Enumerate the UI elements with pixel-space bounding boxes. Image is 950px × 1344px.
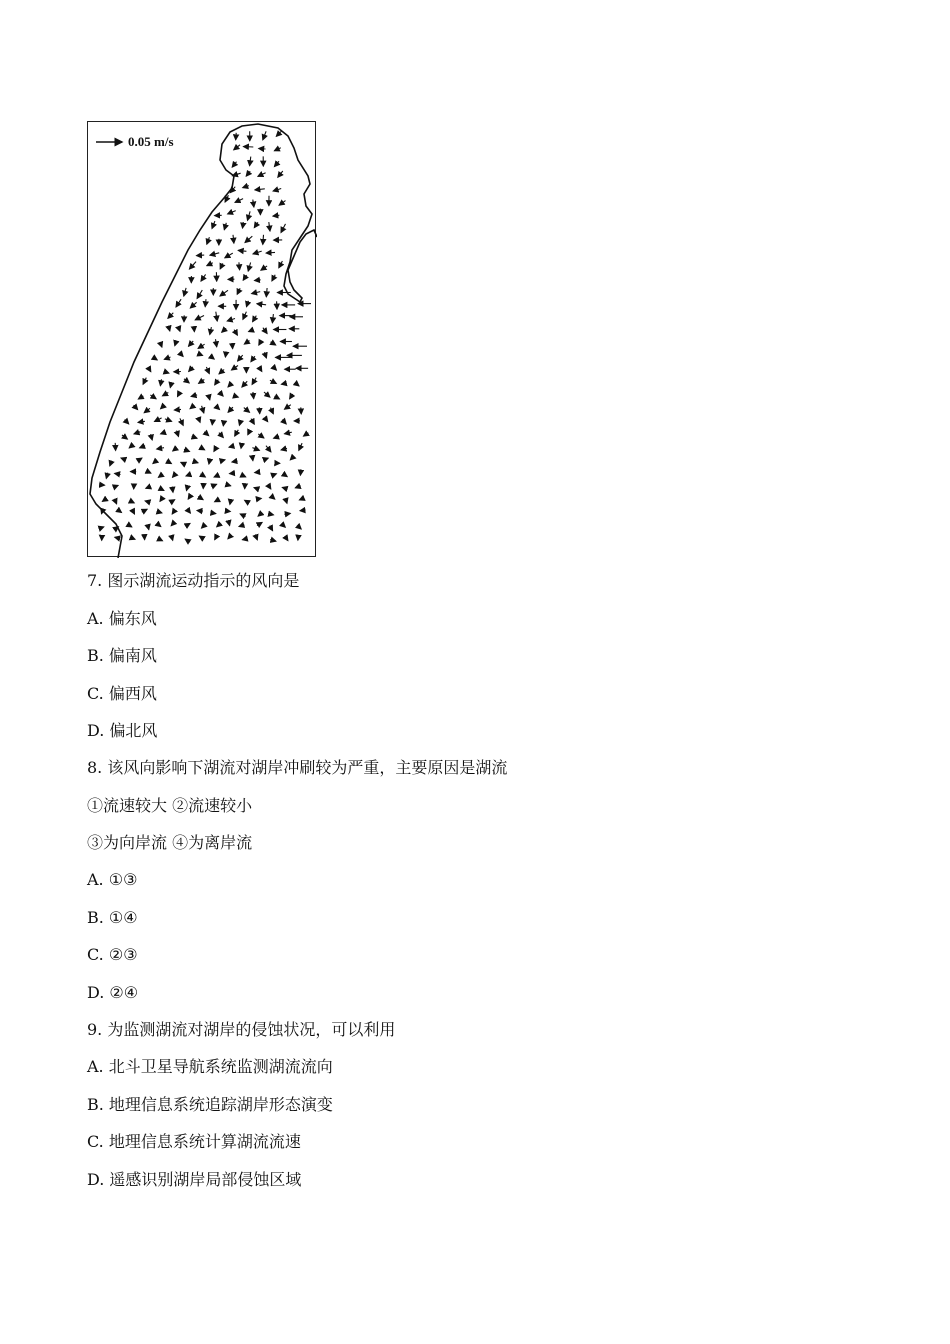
current-vector bbox=[222, 328, 226, 332]
current-vector bbox=[181, 462, 184, 463]
current-vector bbox=[184, 379, 189, 383]
current-vector bbox=[246, 171, 250, 176]
current-vector bbox=[199, 536, 203, 538]
current-vector bbox=[201, 448, 205, 450]
current-vector bbox=[255, 472, 260, 473]
current-vector bbox=[134, 405, 138, 410]
current-vector bbox=[201, 274, 206, 281]
current-vector bbox=[160, 497, 163, 501]
current-vector bbox=[164, 357, 170, 359]
current-vector bbox=[211, 484, 216, 486]
current-vector bbox=[248, 211, 251, 220]
question-7-option-a: A. 偏东风 bbox=[87, 609, 157, 628]
current-vector bbox=[101, 527, 104, 528]
current-vector bbox=[239, 421, 240, 426]
current-vector bbox=[273, 366, 277, 370]
current-vector bbox=[176, 299, 181, 307]
current-vector bbox=[272, 314, 273, 323]
current-vector bbox=[219, 392, 223, 396]
current-vector bbox=[279, 201, 285, 206]
current-vector bbox=[239, 525, 244, 527]
current-vector bbox=[172, 536, 173, 540]
current-vector bbox=[197, 290, 202, 298]
lake-current-svg bbox=[88, 122, 317, 558]
current-vector bbox=[212, 221, 215, 228]
current-vector bbox=[207, 263, 213, 266]
current-vectors bbox=[101, 131, 311, 542]
current-vector bbox=[251, 356, 255, 362]
current-vector bbox=[245, 500, 248, 502]
current-vector bbox=[282, 420, 286, 424]
current-vector bbox=[258, 173, 266, 177]
current-vector bbox=[233, 235, 234, 243]
current-vector bbox=[299, 443, 302, 450]
current-vector bbox=[220, 263, 223, 269]
current-vector bbox=[290, 457, 293, 460]
current-vector bbox=[232, 366, 239, 371]
current-vector bbox=[227, 319, 235, 322]
current-vector bbox=[206, 367, 209, 374]
current-vector bbox=[216, 312, 217, 321]
current-vector bbox=[272, 275, 275, 281]
current-vector bbox=[225, 253, 233, 258]
current-vector bbox=[242, 381, 247, 387]
current-vector bbox=[226, 484, 231, 486]
current-vector bbox=[270, 514, 273, 515]
current-vector bbox=[146, 487, 151, 489]
current-vector bbox=[177, 431, 179, 437]
current-vector bbox=[225, 353, 226, 357]
current-vector bbox=[115, 499, 117, 504]
current-vector bbox=[266, 252, 275, 253]
question-8-statements-1: ①流速较大 ②流速较小 bbox=[87, 796, 253, 815]
current-vector bbox=[274, 161, 279, 166]
current-vector bbox=[129, 445, 133, 448]
current-vector bbox=[223, 421, 224, 426]
current-vector bbox=[245, 236, 252, 242]
current-vector bbox=[247, 301, 249, 307]
current-vector bbox=[197, 255, 205, 256]
current-vector bbox=[256, 498, 261, 499]
current-vector bbox=[161, 432, 166, 434]
current-vector bbox=[270, 526, 273, 531]
current-vector bbox=[228, 536, 231, 539]
current-vector bbox=[217, 524, 220, 527]
current-vector bbox=[168, 313, 173, 319]
current-vector bbox=[142, 509, 147, 512]
current-vector bbox=[210, 327, 212, 334]
current-vector bbox=[197, 511, 203, 512]
current-vector bbox=[221, 460, 225, 461]
current-vector bbox=[133, 511, 134, 514]
question-9-option-a: A. 北斗卫星导航系统监测湖流流向 bbox=[87, 1057, 333, 1076]
current-vector bbox=[304, 433, 309, 436]
question-8-option-d: D. ②④ bbox=[87, 983, 139, 1002]
current-vector bbox=[229, 446, 233, 447]
current-vector bbox=[187, 509, 190, 513]
current-vector bbox=[157, 524, 161, 527]
current-vector bbox=[263, 458, 268, 460]
current-vector bbox=[210, 253, 219, 255]
current-vector bbox=[271, 342, 276, 345]
current-vector bbox=[269, 222, 270, 231]
current-vector bbox=[235, 199, 243, 203]
current-vector bbox=[188, 496, 190, 499]
question-9-option-d: D. 遥感识别湖岸局部侵蚀区域 bbox=[87, 1170, 302, 1189]
current-vector bbox=[213, 513, 216, 514]
current-vector bbox=[173, 473, 176, 477]
current-vector bbox=[248, 263, 250, 272]
current-vector bbox=[215, 380, 219, 385]
current-vector bbox=[192, 436, 197, 438]
current-vector bbox=[138, 396, 143, 399]
current-vector bbox=[281, 448, 287, 450]
current-vector bbox=[119, 511, 122, 513]
current-vector bbox=[174, 409, 181, 410]
question-8-statements-2: ③为向岸流 ④为离岸流 bbox=[87, 833, 253, 852]
current-vector bbox=[219, 433, 223, 438]
current-vector bbox=[244, 341, 249, 345]
current-vector bbox=[282, 524, 286, 527]
current-vector bbox=[140, 446, 146, 448]
current-vector bbox=[230, 473, 235, 474]
current-vector bbox=[227, 511, 231, 512]
current-vector bbox=[210, 356, 214, 359]
question-8-stem: 8. 该风向影响下湖流对湖岸冲刷较为严重，主要原因是湖流 bbox=[87, 758, 508, 777]
question-7-stem: 7. 图示湖流运动指示的风向是 bbox=[87, 571, 300, 590]
current-vector bbox=[121, 458, 125, 459]
current-vector bbox=[106, 473, 108, 479]
current-vector bbox=[252, 292, 261, 294]
current-vector bbox=[299, 498, 304, 500]
current-vector bbox=[274, 436, 279, 438]
current-vector bbox=[255, 534, 257, 539]
current-vector bbox=[265, 418, 268, 422]
current-vector bbox=[259, 367, 262, 371]
current-vector bbox=[255, 189, 265, 190]
current-vector bbox=[236, 133, 237, 140]
current-vector bbox=[170, 500, 175, 503]
current-vector bbox=[198, 497, 203, 500]
current-vector bbox=[199, 380, 205, 384]
current-vector bbox=[252, 457, 253, 461]
current-vector bbox=[185, 523, 190, 526]
current-vector bbox=[215, 499, 219, 501]
current-vector bbox=[172, 487, 173, 493]
current-vector bbox=[243, 275, 246, 280]
current-vector bbox=[138, 421, 145, 422]
current-vector bbox=[209, 458, 210, 464]
current-vector bbox=[261, 266, 267, 270]
current-vector bbox=[207, 237, 210, 244]
current-vector bbox=[248, 431, 250, 435]
current-vector bbox=[250, 157, 251, 166]
current-vector bbox=[198, 344, 205, 348]
scale-label: 0.05 m/s bbox=[128, 134, 174, 149]
current-vector bbox=[237, 288, 240, 294]
current-vector bbox=[204, 432, 208, 436]
current-vector bbox=[219, 370, 224, 374]
current-vector bbox=[273, 215, 280, 216]
current-vector bbox=[214, 475, 218, 477]
current-vector bbox=[234, 145, 240, 150]
current-vector bbox=[241, 444, 242, 448]
current-vector bbox=[159, 488, 164, 490]
current-vector bbox=[254, 488, 259, 490]
question-9-stem: 9. 为监测湖流对湖岸的侵蚀状况，可以利用 bbox=[87, 1020, 396, 1039]
current-vector bbox=[257, 522, 262, 525]
current-vector bbox=[216, 406, 219, 409]
current-vector bbox=[234, 396, 239, 398]
current-vector bbox=[171, 522, 175, 526]
current-vector bbox=[253, 316, 257, 322]
question-7-option-d: D. 偏北风 bbox=[87, 721, 158, 740]
current-vector bbox=[195, 316, 204, 320]
current-vector bbox=[299, 527, 301, 529]
current-vector bbox=[209, 395, 210, 400]
current-vector bbox=[264, 352, 266, 358]
current-vector bbox=[163, 393, 169, 396]
current-vector bbox=[115, 473, 121, 474]
current-vector bbox=[189, 367, 193, 372]
current-vector bbox=[189, 262, 196, 270]
current-vector bbox=[198, 418, 200, 423]
current-vector bbox=[296, 383, 300, 386]
current-vector bbox=[151, 434, 153, 440]
current-vector bbox=[266, 288, 267, 297]
current-vector bbox=[251, 419, 254, 425]
current-vector bbox=[143, 378, 146, 385]
current-vector bbox=[147, 471, 151, 473]
current-vector bbox=[201, 474, 206, 477]
current-vector bbox=[167, 461, 172, 464]
current-vector bbox=[191, 395, 197, 397]
current-vector bbox=[139, 458, 142, 460]
current-vector bbox=[184, 449, 190, 451]
current-vector bbox=[224, 223, 226, 230]
current-vector bbox=[202, 406, 204, 413]
current-vector bbox=[185, 539, 190, 542]
current-vector bbox=[175, 342, 176, 346]
current-vector bbox=[115, 537, 119, 538]
current-vector bbox=[129, 525, 132, 527]
current-vector bbox=[244, 408, 250, 413]
current-vector bbox=[150, 395, 156, 399]
current-vector bbox=[180, 353, 184, 357]
current-vector bbox=[172, 510, 175, 514]
current-vector bbox=[266, 446, 271, 452]
current-vector bbox=[284, 513, 290, 514]
current-vector bbox=[238, 355, 243, 361]
current-vector bbox=[263, 235, 264, 245]
current-vector bbox=[229, 523, 230, 526]
current-vector bbox=[170, 383, 171, 388]
current-vector bbox=[153, 358, 157, 360]
current-vector bbox=[144, 408, 150, 412]
lake-current-map bbox=[87, 121, 316, 557]
current-vector bbox=[102, 498, 106, 501]
current-vector bbox=[278, 171, 283, 177]
current-vector bbox=[158, 512, 162, 513]
current-vector bbox=[228, 407, 233, 412]
current-vector bbox=[173, 448, 177, 451]
current-vector bbox=[160, 379, 161, 385]
current-vector bbox=[270, 380, 276, 383]
current-vector bbox=[242, 475, 246, 477]
current-vector bbox=[281, 383, 285, 384]
current-vector bbox=[300, 469, 301, 475]
current-vector bbox=[194, 326, 195, 331]
current-vector bbox=[178, 393, 180, 397]
current-vector bbox=[148, 525, 149, 530]
question-7-option-b: B. 偏南风 bbox=[87, 646, 157, 665]
current-vector bbox=[253, 251, 262, 254]
current-vector bbox=[232, 162, 236, 167]
current-vector bbox=[230, 500, 231, 505]
current-vector bbox=[220, 290, 228, 296]
current-vector bbox=[281, 224, 286, 233]
question-8-option-c: C. ②③ bbox=[87, 945, 138, 964]
current-vector bbox=[290, 394, 293, 399]
current-vector bbox=[263, 131, 266, 140]
current-vector bbox=[264, 392, 270, 397]
current-vector bbox=[228, 383, 232, 387]
current-vector bbox=[125, 420, 129, 424]
current-vector bbox=[235, 430, 239, 436]
current-vector bbox=[274, 148, 280, 151]
current-vector bbox=[282, 487, 286, 488]
current-vector bbox=[272, 497, 274, 499]
current-vector bbox=[258, 514, 260, 516]
current-vector bbox=[252, 448, 259, 451]
question-8-option-b: B. ①④ bbox=[87, 908, 138, 927]
current-vector bbox=[232, 461, 238, 462]
current-vector bbox=[187, 486, 188, 491]
current-vector bbox=[243, 147, 253, 148]
current-vector bbox=[275, 396, 280, 399]
current-vector bbox=[169, 327, 170, 331]
current-vector bbox=[255, 280, 261, 281]
current-vector bbox=[286, 500, 287, 503]
current-vector bbox=[257, 304, 266, 305]
current-vector bbox=[298, 536, 299, 541]
current-vector bbox=[216, 339, 217, 347]
current-vector bbox=[254, 222, 258, 227]
current-vector bbox=[189, 341, 194, 346]
current-vector bbox=[228, 211, 236, 214]
current-vector bbox=[202, 525, 205, 528]
current-vector bbox=[110, 461, 112, 466]
question-8-option-a: A. ①③ bbox=[87, 870, 138, 889]
current-vector bbox=[232, 173, 240, 176]
current-vector bbox=[153, 461, 156, 464]
current-vector bbox=[195, 462, 198, 463]
question-9-option-b: B. 地理信息系统追踪湖岸形态演变 bbox=[87, 1095, 333, 1114]
current-vector bbox=[161, 405, 165, 409]
current-vector bbox=[285, 432, 292, 434]
current-vector bbox=[214, 447, 216, 451]
current-vector bbox=[240, 514, 245, 517]
current-vector bbox=[186, 475, 189, 476]
current-vector bbox=[239, 262, 240, 270]
current-vector bbox=[205, 299, 206, 307]
current-vector bbox=[268, 485, 271, 489]
current-vector bbox=[155, 418, 162, 422]
current-vector bbox=[276, 131, 281, 136]
current-vector bbox=[122, 435, 127, 439]
current-vector bbox=[180, 418, 183, 425]
current-vector bbox=[252, 378, 256, 385]
current-vector bbox=[258, 434, 264, 438]
current-vector bbox=[243, 186, 249, 188]
current-vector bbox=[190, 406, 193, 409]
current-vector bbox=[243, 222, 244, 228]
current-vector bbox=[263, 328, 267, 334]
current-vector bbox=[212, 420, 213, 425]
current-vector bbox=[273, 189, 281, 192]
current-vector bbox=[286, 537, 288, 541]
current-vector bbox=[158, 475, 162, 478]
current-vector bbox=[259, 341, 261, 345]
current-vector bbox=[130, 501, 134, 503]
current-vector bbox=[279, 261, 283, 268]
current-vector bbox=[184, 288, 186, 296]
question-9-option-c: C. 地理信息系统计算湖流流速 bbox=[87, 1132, 301, 1151]
current-vector bbox=[243, 312, 247, 320]
current-vector bbox=[253, 392, 254, 399]
current-vector bbox=[158, 538, 163, 540]
current-vector bbox=[131, 538, 135, 540]
current-vector bbox=[295, 486, 301, 488]
current-vector bbox=[285, 405, 291, 410]
current-vector bbox=[285, 475, 288, 477]
current-vector bbox=[148, 367, 151, 372]
current-vector bbox=[190, 302, 196, 308]
current-vector bbox=[234, 330, 237, 336]
current-vector bbox=[242, 539, 245, 540]
current-vector bbox=[271, 408, 274, 414]
current-vector bbox=[145, 501, 148, 502]
current-vector bbox=[270, 540, 276, 542]
question-7-option-c: C. 偏西风 bbox=[87, 684, 157, 703]
current-vector bbox=[165, 419, 172, 422]
current-vector bbox=[273, 474, 277, 475]
current-vector bbox=[238, 250, 246, 251]
current-vector bbox=[259, 149, 266, 150]
current-vector bbox=[115, 485, 118, 486]
current-vector bbox=[161, 343, 162, 347]
current-vector bbox=[164, 371, 169, 373]
current-vector bbox=[157, 448, 164, 449]
current-vector bbox=[179, 327, 181, 331]
current-vector bbox=[215, 537, 217, 540]
current-vector bbox=[134, 432, 140, 434]
current-vector bbox=[253, 200, 254, 207]
current-vector bbox=[198, 354, 203, 356]
current-vector bbox=[249, 330, 253, 332]
